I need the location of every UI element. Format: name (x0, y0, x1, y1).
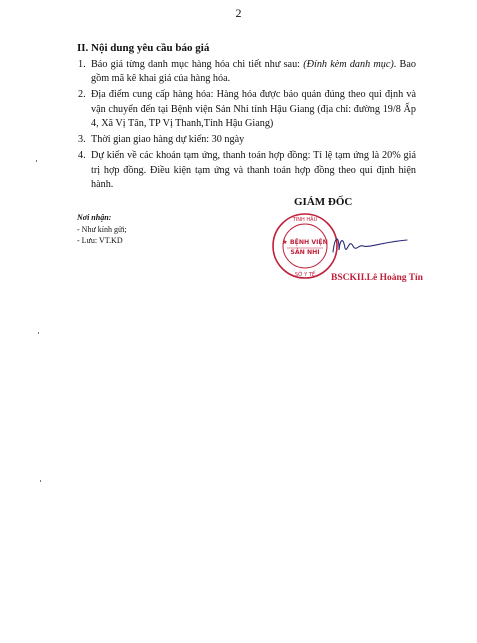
item-number: 3. (78, 134, 86, 146)
scan-speck (36, 160, 37, 162)
signer-name: BSCKII.Lê Hoàng Tín (331, 273, 423, 283)
handwritten-signature (331, 230, 409, 260)
item-italic-text: (Đính kèm danh mục) (303, 59, 394, 70)
item-number: 2. (78, 89, 86, 101)
list-item (78, 58, 416, 87)
signer-title: GIÁM ĐỐC (294, 196, 353, 208)
svg-text:SẢN NHI: SẢN NHI (290, 249, 320, 256)
list-item (78, 149, 416, 192)
item-text-after: . Bao gồm mã kê khai giá của hàng hóa. (91, 59, 416, 85)
svg-text:TỈNH HẬU: TỈNH HẬU (292, 217, 318, 223)
item-number: 1. (78, 59, 86, 70)
scan-speck (40, 480, 41, 482)
svg-text:★ BỆNH VIỆN: ★ BỆNH VIỆN (282, 239, 328, 246)
recipients-block (77, 212, 127, 247)
requirements-list (78, 58, 416, 194)
recipient-line: - Như kính gửi; (77, 224, 127, 234)
recipient-line: - Lưu: VT.KD (77, 236, 123, 245)
recipients-title: Nơi nhận: (77, 213, 112, 222)
item-number: 4. (78, 150, 86, 162)
page-number: 2 (235, 6, 242, 20)
list-item (78, 133, 416, 147)
list-item (78, 88, 416, 131)
scan-speck (38, 332, 39, 334)
item-text: Báo giá từng danh mục hàng hóa chi tiết như sau: (91, 59, 304, 70)
item-text: Dự kiến về các khoản tạm ứng, thanh toán hợp đồng: Tỉ lệ tạm ứng là 20% giá trị hợp đồng. Điều kiện tạm ứng và thanh toán hợp đồng theo qui định hiện hành. (91, 150, 416, 191)
section-title: II. Nội dung yêu cầu báo giá (77, 42, 210, 54)
official-seal-icon (271, 212, 339, 280)
item-text: Thời gian giao hàng dự kiến: 30 ngày (91, 134, 245, 146)
svg-text:SỞ Y TẾ: SỞ Y TẾ (294, 272, 316, 278)
item-text: Địa điểm cung cấp hàng hóa: Hàng hóa được bảo quản đúng theo qui định và vận chuyển đến tại Bệnh viện Sản Nhi tỉnh Hậu Giang (địa chỉ: đường 19/8 Ấp 4, Xã Vị Tân, TP Vị Thanh,Tỉnh Hậu Giang) (91, 89, 416, 130)
